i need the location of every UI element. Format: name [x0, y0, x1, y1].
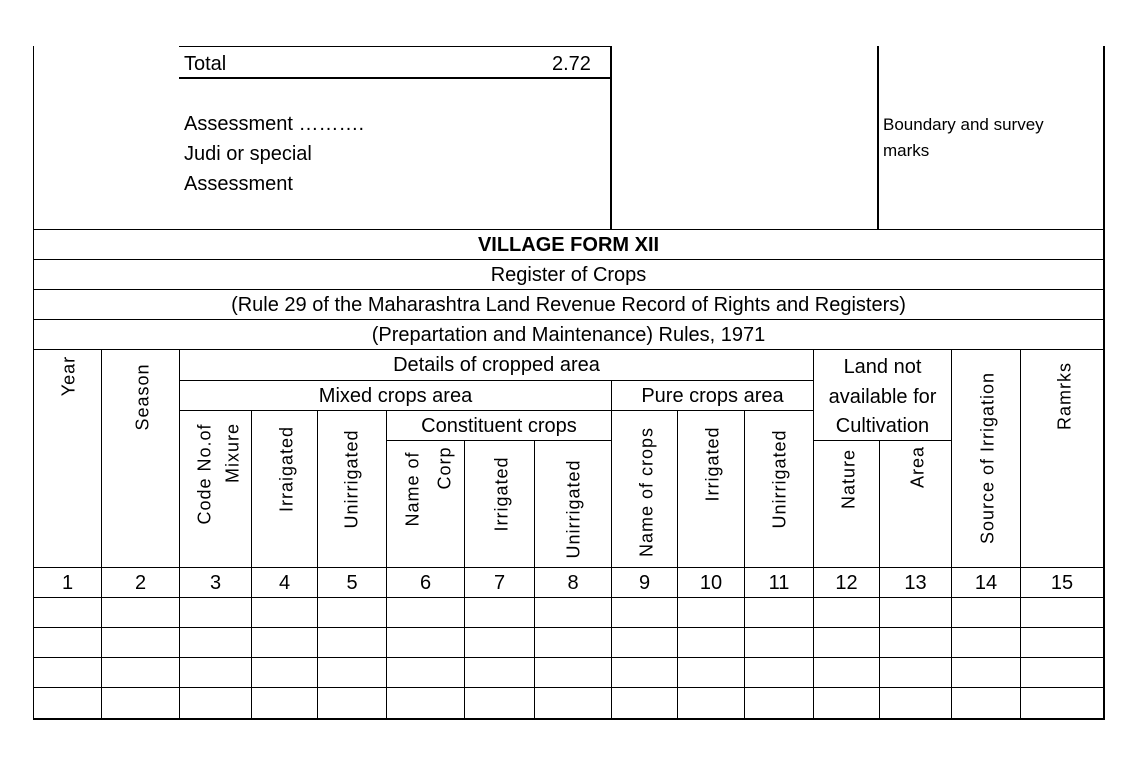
land-not-header-3: Cultivation	[835, 415, 930, 437]
col-divider-2	[101, 349, 102, 720]
row-line-1	[33, 597, 1105, 598]
total-label: Total	[184, 53, 227, 75]
row-line-4	[33, 687, 1105, 688]
row-line-3	[33, 657, 1105, 658]
col-divider-5	[317, 410, 318, 720]
col-number: 6	[419, 571, 432, 594]
boundary-label-1: Boundary and survey	[883, 115, 1044, 134]
col-number: 11	[768, 571, 790, 594]
col-number: 4	[278, 571, 291, 594]
details-header: Details of cropped area	[393, 354, 600, 376]
col-number: 14	[974, 571, 998, 594]
constituent-bottom-line	[386, 440, 611, 441]
col-number: 5	[346, 571, 358, 594]
form-title: VILLAGE FORM XII	[477, 233, 660, 256]
judi-label: Judi or special	[184, 143, 312, 165]
land-not-bottom-line	[813, 440, 951, 441]
total-top-line	[179, 46, 611, 47]
col-divider-15	[1020, 349, 1021, 720]
source-header: Source of Irrigation	[977, 371, 998, 545]
season-header: Season	[132, 363, 153, 431]
constituent-header: Constituent crops	[421, 414, 577, 437]
col-number: 13	[904, 571, 927, 594]
col-divider-6	[386, 410, 387, 720]
name-corp-header-1: Name of	[402, 451, 423, 527]
name-corp-header-2: Corp	[434, 446, 455, 490]
irraigated-header: Irraigated	[276, 425, 297, 513]
col-number: 9	[638, 571, 651, 594]
col-number: 10	[699, 571, 723, 594]
col-number: 15	[1050, 571, 1074, 594]
year-header: Year	[58, 355, 79, 397]
unirrigated-header-8: Unirrigated	[563, 459, 584, 559]
right-border	[1103, 46, 1105, 720]
col-divider-4	[251, 410, 252, 720]
total-value: 2.72	[552, 53, 591, 75]
col-number: 8	[567, 571, 579, 594]
pure-header: Pure crops area	[641, 384, 784, 407]
assessment-label: Assessment ……….	[184, 113, 365, 135]
rule-line-1: (Rule 29 of the Maharashtra Land Revenue Record of Rights and Registers)	[231, 293, 906, 316]
col-number: 2	[134, 571, 147, 594]
col-number: 1	[61, 571, 74, 594]
total-bottom-line	[179, 77, 611, 79]
col-divider-10	[677, 410, 678, 720]
form-subtitle: Register of Crops	[490, 263, 647, 286]
irrigated-header-10: Irrigated	[702, 426, 723, 502]
nature-header: Nature	[838, 448, 859, 510]
unirrigated-header-11: Unirrigated	[769, 429, 790, 529]
col-number: 12	[835, 571, 858, 594]
top-divider-1	[610, 46, 612, 230]
land-not-header-1: Land not	[843, 356, 922, 378]
area-header: Area	[907, 445, 928, 489]
table-bottom-line	[33, 718, 1105, 720]
left-border	[33, 46, 34, 720]
col-divider-9	[611, 380, 612, 720]
land-not-header-2: available for	[828, 386, 937, 408]
code-header-1: Code No.of	[194, 423, 215, 525]
unirrigated-header-5: Unirrigated	[341, 429, 362, 529]
code-header-2: Mixure	[222, 422, 243, 484]
name-crops-header: Name of crops	[636, 426, 657, 558]
mixed-header: Mixed crops area	[318, 384, 473, 407]
col-divider-14	[951, 349, 952, 720]
row-line-2	[33, 627, 1105, 628]
col-number: 3	[209, 571, 222, 594]
boundary-label-2: marks	[883, 141, 930, 160]
irrigated-header-7: Irrigated	[491, 456, 512, 532]
remarks-header: Ramrks	[1054, 362, 1075, 430]
top-divider-2	[877, 46, 879, 230]
assessment-label-2: Assessment	[184, 173, 293, 195]
col-divider-11	[744, 410, 745, 720]
col-number: 7	[493, 571, 506, 594]
rule-line-2: (Prepartation and Maintenance) Rules, 1971	[371, 323, 766, 346]
